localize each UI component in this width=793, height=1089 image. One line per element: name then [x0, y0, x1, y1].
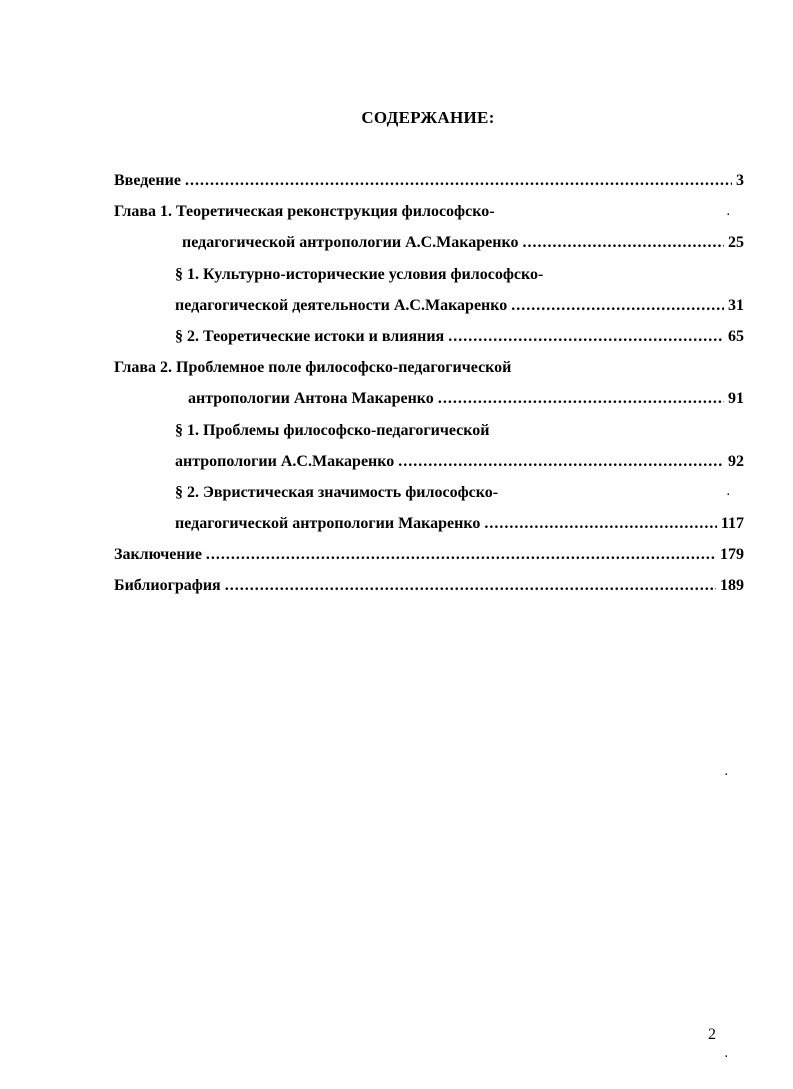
toc-entry-page: 31	[728, 297, 744, 314]
toc-entry-label: педагогической антропологии А.С.Макаренко	[182, 234, 519, 251]
toc-entry-page: 3	[736, 172, 744, 189]
toc-entry-conclusion[interactable]	[114, 544, 744, 566]
toc-ch2-sec2-line1[interactable]: § 2. Эвристическая значимость философско-	[175, 484, 499, 501]
toc-entry-label: § 2. Теоретические истоки и влияния	[175, 328, 445, 345]
dot-leader	[398, 451, 724, 473]
toc-entry-chapter2[interactable]	[188, 388, 744, 410]
scan-speck: .	[725, 1049, 728, 1060]
toc-entry-chapter1[interactable]	[182, 232, 744, 254]
toc-entry-label: антропологии А.С.Макаренко	[175, 453, 395, 470]
dot-leader	[438, 388, 724, 410]
toc-entry-ch2-sec2[interactable]	[175, 513, 744, 535]
toc-entry-page: 189	[720, 577, 744, 594]
dot-leader	[225, 575, 716, 597]
toc-entry-ch1-sec2[interactable]	[175, 326, 744, 348]
toc-entry-page: 117	[720, 515, 744, 532]
toc-entry-intro[interactable]	[114, 170, 744, 192]
toc-entry-label: Библиография	[114, 577, 221, 594]
scan-speck: .	[727, 207, 730, 218]
toc-entry-label: Заключение	[114, 546, 202, 563]
toc-chapter1-line1[interactable]: Глава 1. Теоретическая реконструкция философско-	[114, 203, 495, 220]
toc-entry-label: Введение	[114, 172, 181, 189]
toc-entry-ch2-sec1[interactable]	[175, 451, 744, 473]
dot-leader	[448, 326, 724, 348]
dot-leader	[511, 295, 724, 317]
toc-chapter2-line1[interactable]: Глава 2. Проблемное поле философско-педагогической	[114, 359, 512, 376]
dot-leader	[484, 513, 717, 535]
dot-leader	[185, 170, 732, 192]
toc-entry-label: антропологии Антона Макаренко	[188, 390, 434, 407]
scan-speck: .	[727, 487, 730, 498]
toc-entry-label: педагогической деятельности А.С.Макаренко	[175, 297, 508, 314]
toc-entry-ch1-sec1[interactable]	[175, 295, 744, 317]
page-number: 2	[708, 1026, 716, 1043]
toc-entry-bibliography[interactable]	[114, 575, 744, 597]
toc-entry-page: 92	[728, 453, 744, 470]
scan-speck: .	[725, 767, 728, 778]
page-title: СОДЕРЖАНИЕ:	[361, 108, 495, 127]
toc-entry-page: 91	[728, 390, 744, 407]
toc-ch2-sec1-line1[interactable]: § 1. Проблемы философско-педагогической	[175, 422, 490, 439]
toc-entry-label: педагогической антропологии Макаренко	[175, 515, 481, 532]
dot-leader	[522, 232, 724, 254]
dot-leader	[206, 544, 716, 566]
toc-entry-page: 179	[720, 546, 744, 563]
toc-entry-page: 25	[728, 234, 744, 251]
toc-entry-page: 65	[728, 328, 744, 345]
toc-ch1-sec1-line1[interactable]: § 1. Культурно-исторические условия философско-	[175, 266, 544, 283]
